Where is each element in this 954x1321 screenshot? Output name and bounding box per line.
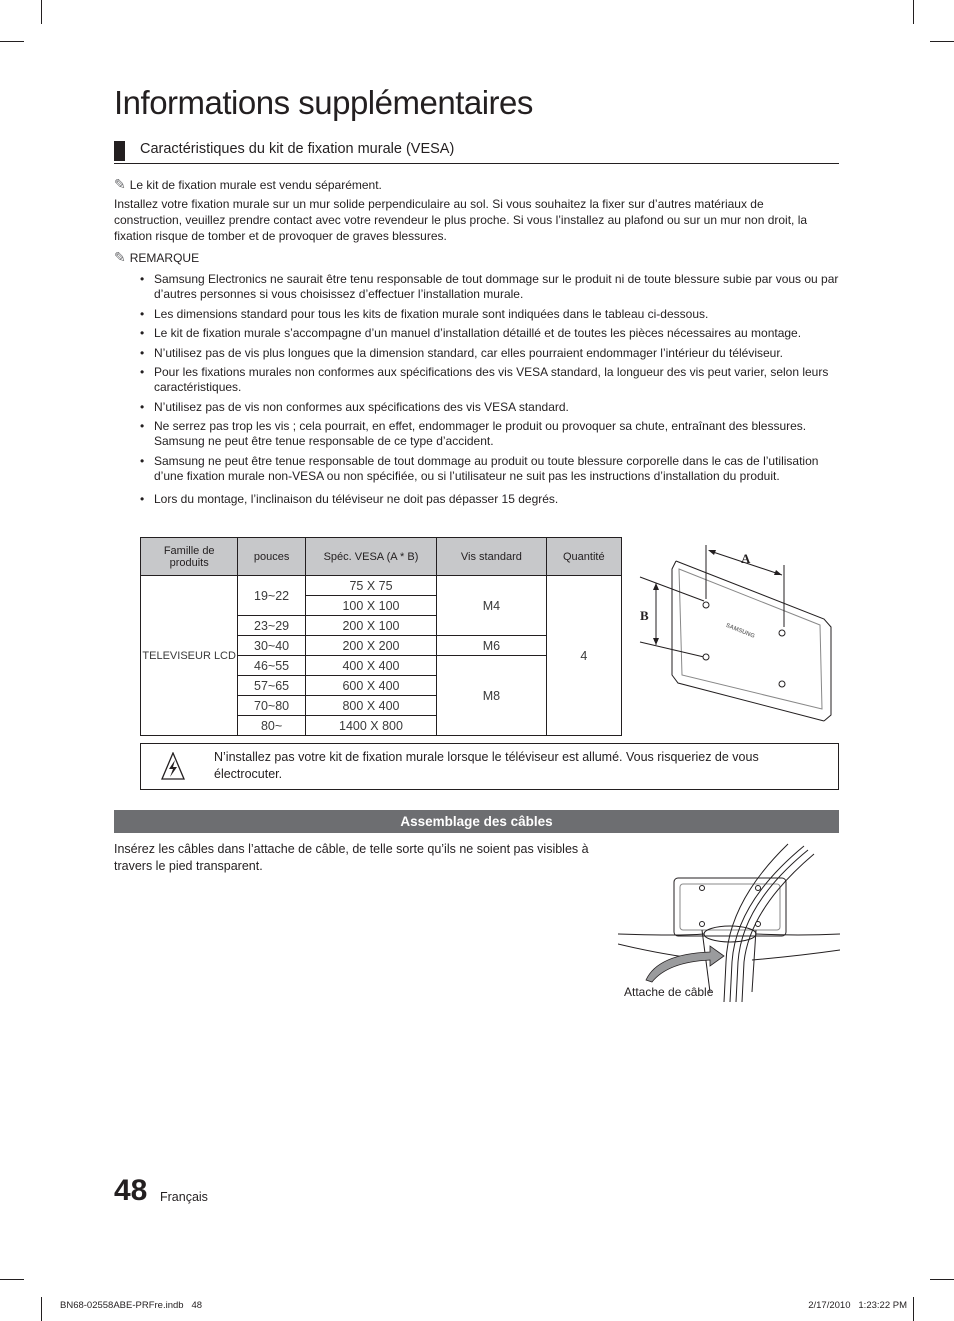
crop-mark — [0, 1279, 24, 1280]
cable-clip-diagram — [618, 842, 840, 1002]
crop-mark — [0, 41, 24, 42]
warning-text: N’installez pas votre kit de fixation murale lorsque le téléviseur est allumé. Vous risqueriez de vous électrocuter. — [214, 750, 759, 781]
cell-vesa: 75 X 75 — [305, 576, 436, 596]
remarque-list — [140, 272, 840, 511]
cell-inches: 19~22 — [238, 576, 305, 616]
header-family: Famille de produits — [141, 538, 238, 576]
list-item: • Ne serrez pas trop les vis ; cela pourrait, en effet, endommager le produit ou provoquer sa chute, entraînant des blessures. Samsung ne peut être tenue responsable de ce type d’accident. — [140, 419, 840, 449]
dimension-label-a: A — [741, 551, 751, 566]
header-inches: pouces — [238, 538, 305, 576]
cable-instructions: Insérez les câbles dans l’attache de câble, de telle sorte qu’ils ne soient pas visibles à travers le pied transparent. — [114, 842, 589, 873]
cell-quantity: 4 — [546, 576, 621, 736]
list-item: • Lors du montage, l’inclinaison du téléviseur ne doit pas dépasser 15 degrés. — [140, 492, 840, 507]
crop-mark — [41, 0, 42, 24]
cell-inches: 70~80 — [238, 696, 305, 716]
cell-inches: 80~ — [238, 716, 305, 736]
list-item: • Le kit de fixation murale s’accompagne d’un manuel d’installation détaillé et de toutes les pièces nécessaires au montage. — [140, 326, 840, 341]
section-title: Caractéristiques du kit de fixation murale (VESA) — [140, 141, 455, 157]
arrow-icon — [646, 946, 724, 982]
note-separately-sold — [114, 177, 382, 193]
header-screw: Vis standard — [437, 538, 546, 576]
cell-screw: M6 — [437, 636, 546, 656]
cell-inches: 46~55 — [238, 656, 305, 676]
warning-electric-icon — [161, 752, 185, 780]
list-item: • Samsung Electronics ne saurait être tenu responsable de tout dommage sur le produit ni de toute blessure subie par vous ou par d’autres personnes si vous choisissez d’effectuer l’installation murale. — [140, 272, 840, 302]
table-header-row — [141, 538, 622, 576]
cell-screw: M4 — [437, 576, 546, 636]
list-item: • Pour les fixations murales non conformes aux spécifications des vis VESA standard, la longueur des vis peut varier, selon leurs caractéristiques. — [140, 365, 840, 395]
header-quantity: Quantité — [546, 538, 621, 576]
pencil-icon: ✎ — [114, 249, 126, 265]
cell-vesa: 600 X 400 — [305, 676, 436, 696]
crop-mark — [913, 0, 914, 24]
crop-mark — [930, 41, 954, 42]
cell-vesa: 1400 X 800 — [305, 716, 436, 736]
remarque-label: REMARQUE — [129, 251, 200, 265]
remarque-heading — [114, 250, 199, 266]
page-title: Informations supplémentaires — [114, 84, 533, 121]
section-header — [114, 140, 839, 164]
cell-vesa: 800 X 400 — [305, 696, 436, 716]
warning-box — [140, 743, 839, 790]
note-text: Le kit de fixation murale est vendu séparément. — [129, 178, 382, 192]
cable-section-title: Assemblage des câbles — [114, 810, 839, 833]
dimension-label-b: B — [640, 608, 649, 623]
crop-mark — [41, 1297, 42, 1321]
crop-mark — [913, 1297, 914, 1321]
list-item: • Les dimensions standard pour tous les kits de fixation murale sont indiquées dans le tableau ci-dessous. — [140, 307, 840, 322]
list-item: • Samsung ne peut être tenue responsable de tout dommage au produit ou toute blessure corporelle dans le cas de l’utilisation d’une fixation murale non-VESA ou non spécifiée, ou si l’utilisateur ne suit pas les instructions d’installation du produit. — [140, 454, 840, 484]
header-vesa: Spéc. VESA (A * B) — [305, 538, 436, 576]
footer-file: BN68-02558ABE-PRFre.indb 48 — [60, 1300, 203, 1311]
crop-mark — [930, 1279, 954, 1280]
table-row — [141, 576, 622, 596]
vesa-table — [140, 537, 622, 736]
list-item: • N’utilisez pas de vis non conformes aux spécifications des vis VESA standard. — [140, 400, 840, 415]
page-language: Français — [160, 1190, 208, 1204]
intro-paragraph: Installez votre fixation murale sur un mur solide perpendiculaire au sol. Si vous souhaitez la fixer sur d’autres matériaux de construction, veuillez prendre contact avec votre revendeur le plus proche. Si vous l’installez au plafond ou sur un mur non droit, la fixation risque de tomber et de provoquer de graves blessures. — [114, 197, 808, 243]
cell-vesa: 200 X 200 — [305, 636, 436, 656]
cell-inches: 23~29 — [238, 616, 305, 636]
page-number: 48 — [114, 1174, 148, 1207]
cable-clip-label: Attache de câble — [624, 985, 714, 999]
tv-back-diagram — [636, 537, 836, 722]
list-item: • N’utilisez pas de vis plus longues que la dimension standard, car elles pourraient endommager l’intérieur du téléviseur. — [140, 346, 840, 361]
cell-vesa: 400 X 400 — [305, 656, 436, 676]
pencil-icon: ✎ — [114, 176, 126, 192]
cell-family: TELEVISEUR LCD — [141, 576, 238, 736]
cell-screw: M8 — [437, 656, 546, 736]
cell-vesa: 200 X 100 — [305, 616, 436, 636]
footer-date: 2/17/2010 1:23:22 PM — [808, 1300, 907, 1311]
cell-inches: 30~40 — [238, 636, 305, 656]
cell-vesa: 100 X 100 — [305, 596, 436, 616]
section-marker — [114, 141, 125, 161]
brand-label: SAMSUNG — [724, 622, 756, 640]
cell-inches: 57~65 — [238, 676, 305, 696]
